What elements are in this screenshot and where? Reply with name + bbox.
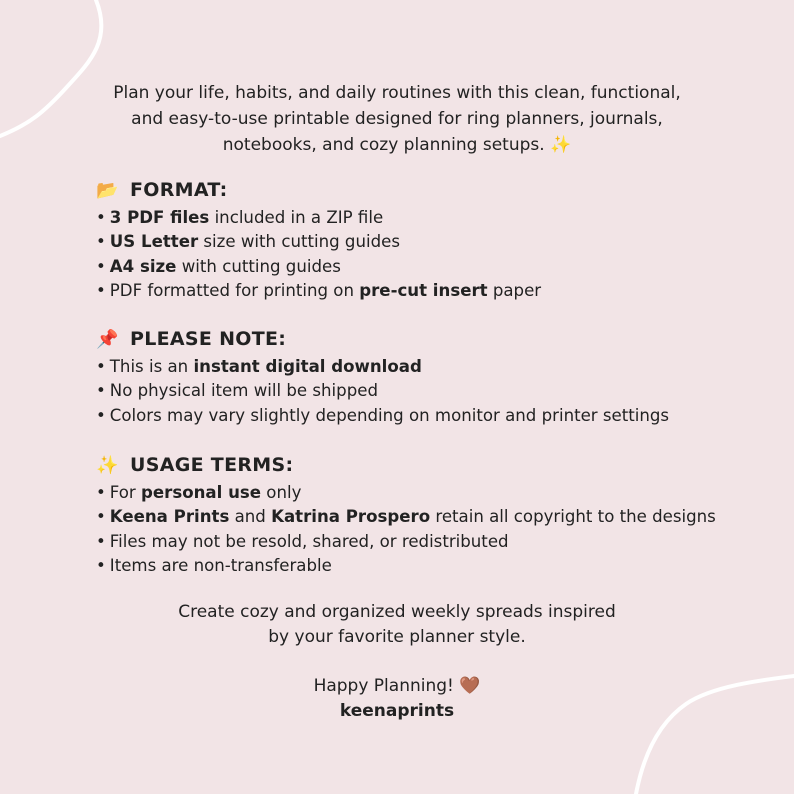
intro-paragraph	[0, 80, 794, 158]
outro-paragraph	[0, 600, 794, 650]
please-note-list	[96, 355, 776, 428]
sparkles-icon: ✨	[96, 454, 119, 476]
list-item: • This is an instant digital download	[96, 357, 422, 376]
format-heading-text: FORMAT:	[130, 179, 228, 201]
list-item: • Colors may vary slightly depending on monitor and printer settings	[96, 405, 670, 425]
brand-name: keenaprints	[339, 701, 455, 721]
usage-terms-heading	[96, 451, 776, 479]
folder-icon: 📂	[96, 179, 119, 201]
pushpin-icon: 📌	[96, 328, 119, 350]
please-note-heading-text: PLEASE NOTE:	[130, 328, 287, 350]
list-item: • For personal use only	[96, 483, 302, 502]
list-item: • PDF formatted for printing on pre-cut insert paper	[96, 280, 542, 300]
format-section	[96, 176, 776, 303]
usage-terms-section	[96, 451, 776, 578]
list-item: • A4 size with cutting guides	[96, 256, 341, 276]
intro-line: Plan your life, habits, and daily routines with this clean, functional,	[113, 83, 681, 103]
usage-terms-list	[96, 481, 776, 578]
please-note-section	[96, 325, 776, 428]
list-item: • US Letter size with cutting guides	[96, 232, 400, 252]
list-item: • Files may not be resold, shared, or redistributed	[96, 531, 509, 551]
intro-line: and easy-to-use printable designed for ring planners, journals,	[131, 109, 663, 129]
please-note-heading	[96, 325, 776, 353]
signoff	[0, 674, 794, 724]
format-list	[96, 206, 776, 303]
intro-line: notebooks, and cozy planning setups. ✨	[222, 135, 572, 155]
usage-terms-heading-text: USAGE TERMS:	[130, 454, 294, 476]
list-item: • 3 PDF files included in a ZIP file	[96, 208, 384, 227]
outro-line: Create cozy and organized weekly spreads inspired	[178, 602, 616, 622]
list-item: • Keena Prints and Katrina Prospero retain all copyright to the designs	[96, 507, 716, 527]
list-item: • No physical item will be shipped	[96, 381, 378, 401]
outro-line: by your favorite planner style.	[268, 627, 526, 647]
list-item: • Items are non-transferable	[96, 555, 332, 575]
format-heading	[96, 176, 776, 204]
greeting-text: Happy Planning! 🤎	[313, 676, 481, 696]
